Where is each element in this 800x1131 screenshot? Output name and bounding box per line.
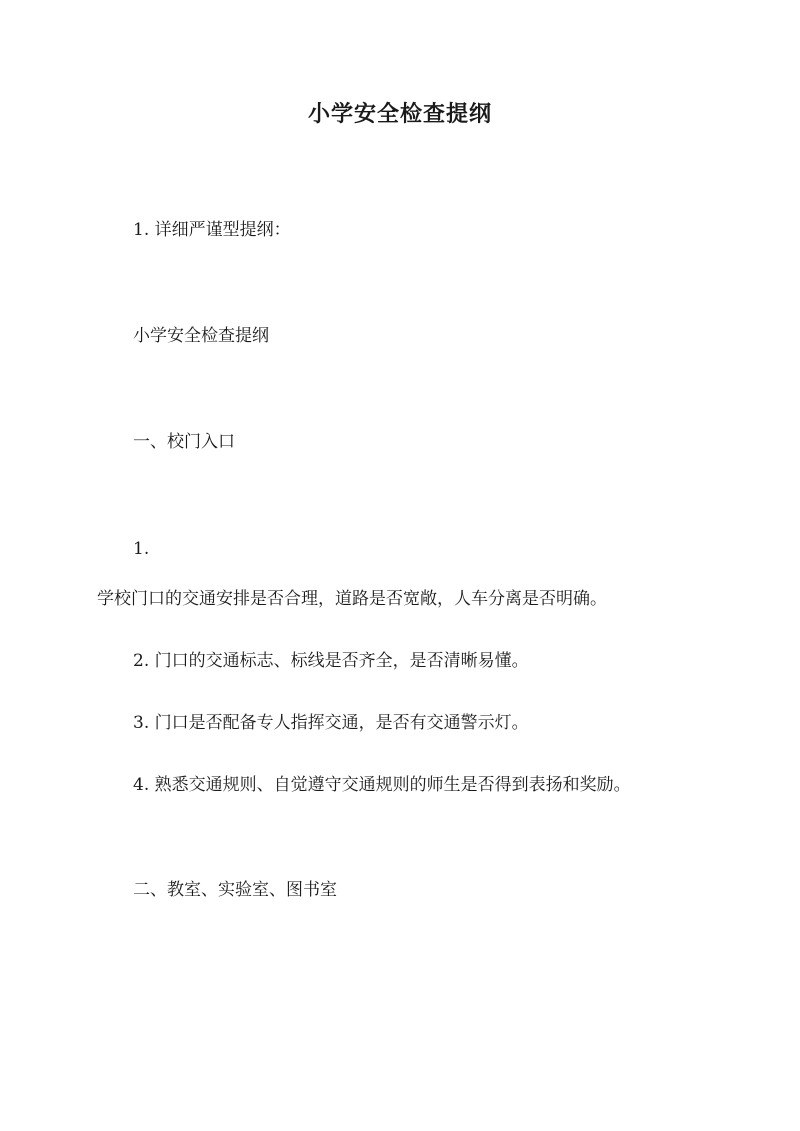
document-title: 小学安全检查提纲 [307,101,492,127]
outline-heading: 小学安全检查提纲 [133,326,269,346]
item-3: 3. 门口是否配备专人指挥交通，是否有交通警示灯。 [133,713,529,733]
item-4: 4. 熟悉交通规则、自觉遵守交通规则的师生是否得到表扬和奖励。 [133,775,631,795]
section-heading-classroom: 二、教室、实验室、图书室 [133,880,337,900]
item-number-1: 1. [133,539,150,559]
item-text-1: 学校门口的交通安排是否合理，道路是否宽敞，人车分离是否明确。 [97,589,607,609]
section-heading-gate: 一、校门入口 [133,432,235,452]
item-2: 2. 门口的交通标志、标线是否齐全，是否清晰易懂。 [133,651,529,671]
outline-type-label: 1. 详细严谨型提纲： [133,220,291,240]
